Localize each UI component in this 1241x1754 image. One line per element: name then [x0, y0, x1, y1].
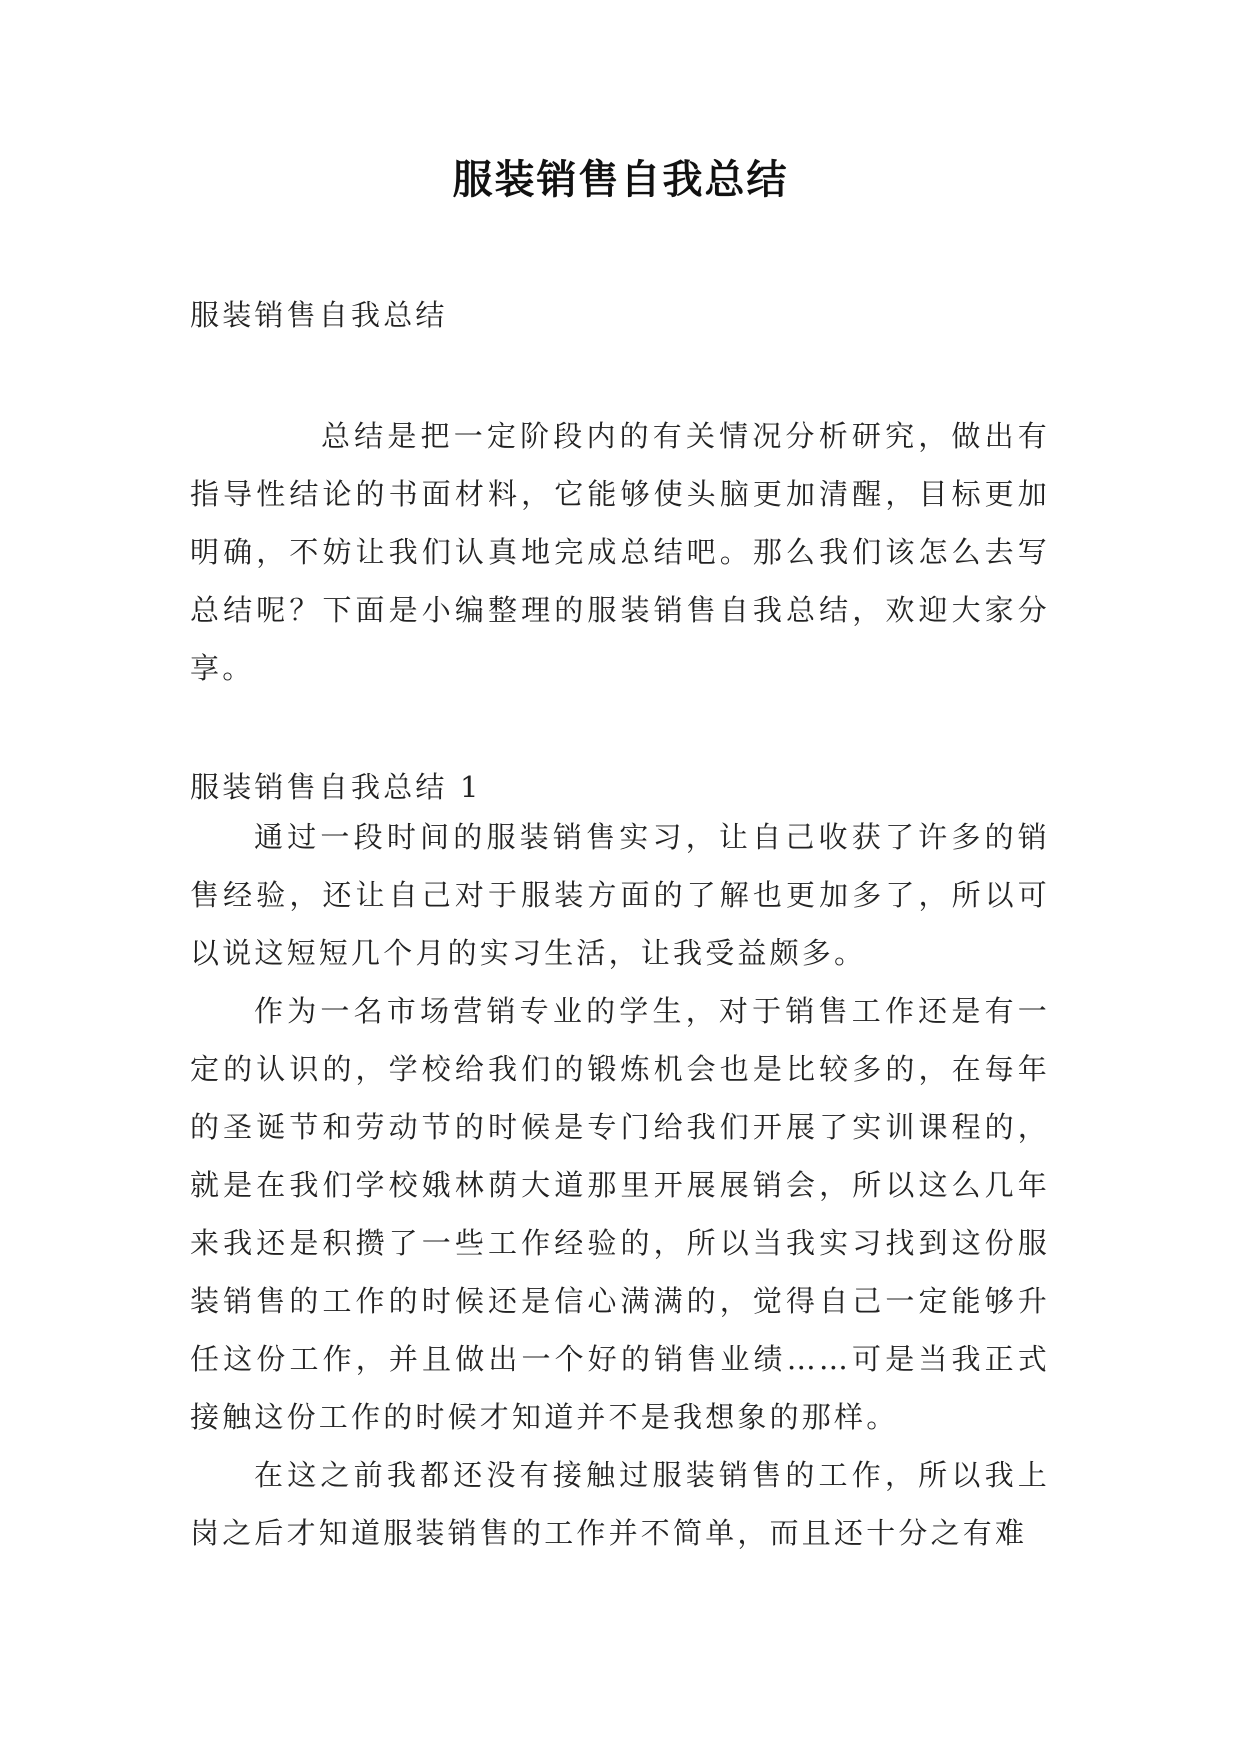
- section-body: [190, 808, 1050, 1562]
- document-title: 服装销售自我总结: [452, 157, 789, 203]
- document-subtitle: 服装销售自我总结: [190, 298, 448, 332]
- intro-paragraph: 总结是把一定阶段内的有关情况分析研究，做出有指导性结论的书面材料，它能够使头脑更加清醒，目标更加明确，不妨让我们认真地完成总结吧。那么我们该怎么去写总结呢？下面是小编整理的服装销售自我总结，欢迎大家分享。: [190, 419, 1050, 685]
- section-paragraph: 作为一名市场营销专业的学生，对于销售工作还是有一定的认识的，学校给我们的锻炼机会也是比较多的，在每年的圣诞节和劳动节的时候是专门给我们开展了实训课程的，就是在我们学校娥林荫大道那里开展展销会，所以这么几年来我还是积攒了一些工作经验的，所以当我实习找到这份服装销售的工作的时候还是信心满满的，觉得自己一定能够升任这份工作，并且做出一个好的销售业绩……可是当我正式接触这份工作的时候才知道并不是我想象的那样。: [190, 994, 1050, 1434]
- section-heading: 服装销售自我总结 1: [190, 770, 482, 804]
- section-paragraph: 通过一段时间的服装销售实习，让自己收获了许多的销售经验，还让自己对于服装方面的了解也更加多了，所以可以说这短短几个月的实习生活，让我受益颇多。: [190, 820, 1050, 970]
- section-paragraph: 在这之前我都还没有接触过服装销售的工作，所以我上岗之后才知道服装销售的工作并不简单，而且还十分之有难: [190, 1458, 1050, 1550]
